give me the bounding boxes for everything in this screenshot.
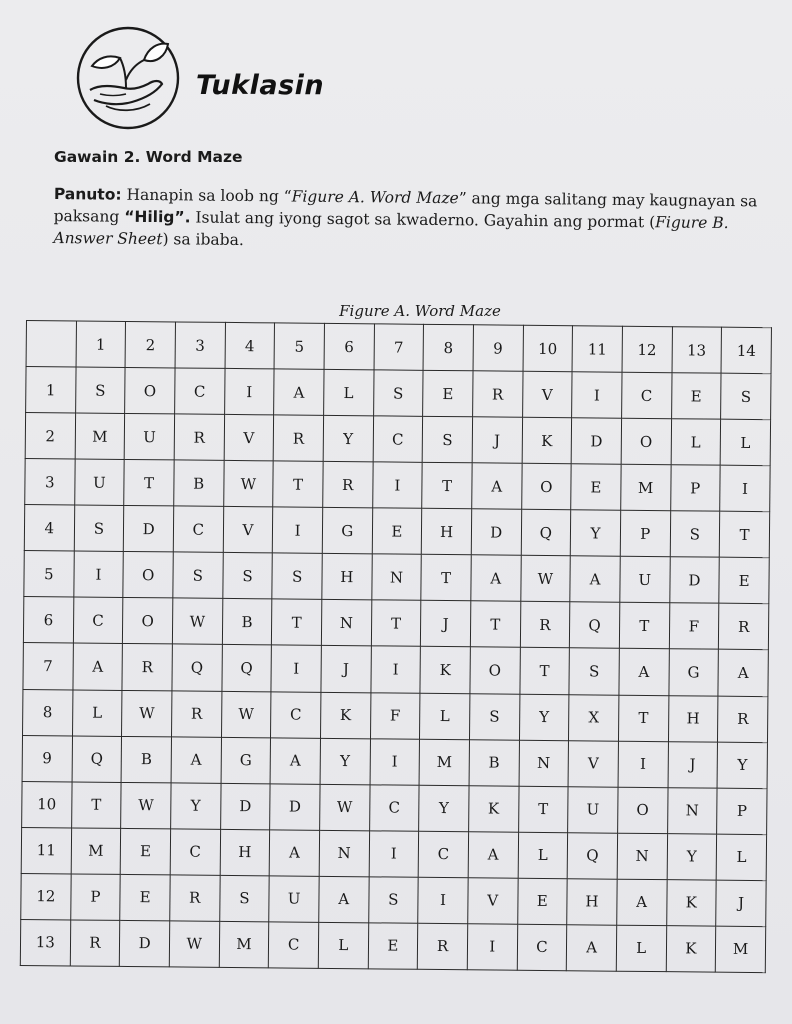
- maze-letter-cell: W: [223, 461, 273, 508]
- maze-letter-cell: I: [273, 507, 323, 554]
- maze-letter-cell: O: [125, 368, 175, 415]
- column-header: 7: [374, 324, 424, 371]
- maze-letter-cell: J: [472, 417, 522, 464]
- maze-letter-cell: U: [124, 414, 174, 461]
- row-number: 1: [26, 367, 76, 414]
- maze-letter-cell: T: [519, 648, 569, 695]
- maze-letter-cell: Y: [717, 742, 767, 789]
- maze-letter-cell: B: [222, 599, 272, 646]
- maze-letter-cell: E: [368, 923, 418, 970]
- table-row: [23, 689, 768, 742]
- maze-letter-cell: C: [269, 922, 319, 969]
- maze-letter-cell: M: [75, 413, 125, 460]
- maze-letter-cell: U: [568, 786, 618, 833]
- maze-letter-cell: L: [318, 922, 368, 969]
- maze-letter-cell: V: [224, 415, 274, 462]
- maze-letter-cell: T: [421, 555, 471, 602]
- maze-letter-cell: Y: [320, 738, 370, 785]
- maze-letter-cell: I: [224, 368, 274, 415]
- instruction-figure-a: Figure A. Word Maze: [291, 187, 459, 208]
- maze-letter-cell: P: [70, 874, 120, 921]
- maze-letter-cell: B: [469, 739, 519, 786]
- maze-letter-cell: W: [172, 598, 222, 645]
- table-row: [23, 597, 768, 650]
- maze-letter-cell: C: [173, 506, 223, 553]
- maze-letter-cell: G: [668, 649, 718, 696]
- maze-letter-cell: A: [468, 831, 518, 878]
- maze-letter-cell: Q: [567, 832, 617, 879]
- maze-letter-cell: A: [718, 650, 768, 697]
- maze-letter-cell: W: [121, 782, 171, 829]
- maze-letter-cell: S: [74, 505, 124, 552]
- maze-letter-cell: U: [620, 557, 670, 604]
- maze-letter-cell: J: [321, 646, 371, 693]
- maze-letter-cell: E: [423, 370, 473, 417]
- maze-letter-cell: I: [418, 877, 468, 924]
- maze-letter-cell: B: [174, 460, 224, 507]
- maze-letter-cell: A: [171, 736, 221, 783]
- maze-letter-cell: L: [616, 925, 666, 972]
- maze-letter-cell: Q: [172, 644, 222, 691]
- hand-with-sprout-icon: [74, 24, 182, 132]
- table-row: [21, 827, 766, 880]
- table-row: [23, 643, 768, 696]
- maze-letter-cell: G: [322, 508, 372, 555]
- maze-letter-cell: S: [373, 370, 423, 417]
- maze-letter-cell: Q: [570, 602, 620, 649]
- row-number: 13: [20, 919, 70, 966]
- table-row: [22, 781, 767, 834]
- maze-letter-cell: O: [470, 647, 520, 694]
- table-row: [22, 735, 767, 788]
- maze-letter-cell: C: [175, 368, 225, 415]
- maze-letter-cell: S: [219, 875, 269, 922]
- maze-letter-cell: A: [319, 876, 369, 923]
- table-row: [21, 873, 766, 926]
- instruction-text-2: ” ang mga salitang may kaugnayan sa paksang: [53, 189, 758, 226]
- maze-letter-cell: F: [370, 692, 420, 739]
- maze-letter-cell: S: [469, 693, 519, 740]
- maze-letter-cell: K: [469, 785, 519, 832]
- maze-letter-cell: R: [520, 602, 570, 649]
- maze-letter-cell: T: [124, 460, 174, 507]
- maze-letter-cell: O: [123, 552, 173, 599]
- maze-letter-cell: L: [720, 419, 770, 466]
- instruction-figure-b: Figure B. Answer Sheet: [53, 213, 729, 249]
- instruction-topic: “Hilig”.: [124, 207, 191, 227]
- maze-letter-cell: I: [371, 646, 421, 693]
- table-row: [25, 413, 770, 466]
- maze-letter-cell: V: [522, 371, 572, 418]
- maze-letter-cell: A: [472, 463, 522, 510]
- maze-letter-cell: S: [721, 373, 771, 420]
- maze-letter-cell: D: [471, 509, 521, 556]
- maze-letter-cell: R: [323, 462, 373, 509]
- maze-letter-cell: Y: [667, 833, 717, 880]
- maze-letter-cell: R: [174, 414, 224, 461]
- instruction-text-1: Hanapin sa loob ng “: [121, 185, 292, 206]
- maze-letter-cell: V: [468, 878, 518, 925]
- maze-letter-cell: D: [220, 783, 270, 830]
- maze-letter-cell: D: [669, 557, 719, 604]
- maze-letter-cell: T: [273, 461, 323, 508]
- word-maze-grid: [20, 320, 772, 973]
- maze-letter-cell: Y: [570, 510, 620, 557]
- maze-letter-cell: Y: [171, 783, 221, 830]
- maze-letter-cell: E: [517, 878, 567, 925]
- maze-letter-cell: R: [70, 920, 120, 967]
- maze-letter-cell: I: [73, 551, 123, 598]
- maze-letter-cell: A: [471, 555, 521, 602]
- maze-letter-cell: A: [617, 879, 667, 926]
- column-header: 1: [76, 321, 126, 368]
- maze-letter-cell: T: [618, 695, 668, 742]
- maze-letter-cell: K: [420, 647, 470, 694]
- maze-letter-cell: P: [670, 465, 720, 512]
- row-number: 11: [21, 827, 71, 874]
- maze-letter-cell: O: [621, 418, 671, 465]
- row-number: 10: [22, 781, 72, 828]
- column-header: 13: [672, 327, 722, 374]
- maze-letter-cell: R: [472, 371, 522, 418]
- maze-letter-cell: C: [418, 831, 468, 878]
- maze-letter-cell: R: [418, 923, 468, 970]
- maze-letter-cell: Q: [222, 645, 272, 692]
- row-number: 6: [23, 597, 73, 644]
- maze-letter-cell: T: [422, 462, 472, 509]
- table-row: [24, 505, 769, 558]
- maze-letter-cell: H: [220, 829, 270, 876]
- maze-letter-cell: M: [419, 739, 469, 786]
- maze-letter-cell: A: [270, 737, 320, 784]
- maze-letter-cell: K: [522, 417, 572, 464]
- maze-letter-cell: T: [719, 511, 769, 558]
- instruction-text-4: ) sa ibaba.: [162, 230, 244, 249]
- row-number: 3: [25, 459, 75, 506]
- maze-letter-cell: T: [518, 786, 568, 833]
- maze-letter-cell: Y: [419, 785, 469, 832]
- maze-letter-cell: L: [324, 369, 374, 416]
- column-header: 11: [572, 326, 622, 373]
- column-header: 3: [175, 322, 225, 369]
- maze-letter-cell: J: [421, 601, 471, 648]
- maze-letter-cell: C: [373, 416, 423, 463]
- maze-letter-cell: K: [666, 879, 716, 926]
- instruction-label: Panuto:: [53, 184, 122, 204]
- row-number: 8: [23, 689, 73, 736]
- maze-letter-cell: R: [171, 690, 221, 737]
- maze-letter-cell: P: [620, 510, 670, 557]
- column-header: 6: [324, 323, 374, 370]
- maze-letter-cell: I: [370, 738, 420, 785]
- maze-letter-cell: H: [567, 878, 617, 925]
- maze-letter-cell: A: [619, 649, 669, 696]
- maze-letter-cell: E: [120, 874, 170, 921]
- column-header: 8: [423, 324, 473, 371]
- maze-letter-cell: R: [718, 696, 768, 743]
- maze-letter-cell: L: [420, 693, 470, 740]
- maze-letter-cell: D: [124, 506, 174, 553]
- table-row: [20, 919, 765, 972]
- maze-letter-cell: D: [571, 418, 621, 465]
- maze-letter-cell: I: [369, 831, 419, 878]
- maze-letter-cell: N: [319, 830, 369, 877]
- maze-letter-cell: K: [666, 925, 716, 972]
- maze-letter-cell: R: [122, 644, 172, 691]
- maze-letter-cell: E: [120, 828, 170, 875]
- row-number: 4: [24, 505, 74, 552]
- figure-caption: Figure A. Word Maze: [339, 302, 501, 320]
- word-maze-table: [20, 320, 772, 973]
- activity-title: Gawain 2. Word Maze: [54, 148, 243, 166]
- table-row: [26, 367, 771, 420]
- column-header: 4: [225, 322, 275, 369]
- maze-letter-cell: V: [568, 740, 618, 787]
- maze-letter-cell: A: [269, 830, 319, 877]
- maze-letter-cell: S: [569, 648, 619, 695]
- column-header: 10: [523, 325, 573, 372]
- maze-letter-cell: M: [71, 828, 121, 875]
- maze-letter-cell: B: [121, 736, 171, 783]
- maze-letter-cell: C: [369, 784, 419, 831]
- maze-letter-cell: A: [73, 643, 123, 690]
- maze-letter-cell: L: [671, 419, 721, 466]
- maze-letter-cell: N: [321, 600, 371, 647]
- maze-letter-cell: C: [517, 924, 567, 971]
- maze-letter-cell: S: [173, 552, 223, 599]
- maze-letter-cell: L: [716, 834, 766, 881]
- maze-letter-cell: A: [274, 369, 324, 416]
- maze-letter-cell: S: [222, 553, 272, 600]
- maze-letter-cell: W: [122, 690, 172, 737]
- maze-letter-cell: A: [570, 556, 620, 603]
- maze-letter-cell: S: [670, 511, 720, 558]
- maze-letter-cell: J: [668, 741, 718, 788]
- maze-letter-cell: P: [717, 788, 767, 835]
- maze-letter-cell: I: [618, 741, 668, 788]
- maze-letter-cell: W: [221, 691, 271, 738]
- maze-letter-cell: I: [720, 465, 770, 512]
- maze-letter-cell: L: [518, 832, 568, 879]
- maze-letter-cell: E: [719, 557, 769, 604]
- maze-letter-cell: O: [123, 598, 173, 645]
- maze-letter-cell: G: [221, 737, 271, 784]
- maze-letter-cell: E: [372, 508, 422, 555]
- maze-letter-cell: S: [368, 877, 418, 924]
- maze-letter-cell: N: [667, 787, 717, 834]
- column-header: 12: [622, 326, 672, 373]
- row-number: 2: [25, 413, 75, 460]
- maze-letter-cell: C: [621, 372, 671, 419]
- maze-letter-cell: S: [272, 553, 322, 600]
- header-row: [26, 321, 771, 374]
- maze-letter-cell: T: [371, 600, 421, 647]
- maze-letter-cell: N: [519, 740, 569, 787]
- maze-letter-cell: I: [467, 924, 517, 971]
- maze-letter-cell: O: [617, 787, 667, 834]
- maze-letter-cell: I: [372, 462, 422, 509]
- maze-letter-cell: W: [520, 556, 570, 603]
- instruction-text-3: Isulat ang iyong sagot sa kwaderno. Gayahin ang pormat (: [190, 208, 656, 232]
- maze-letter-cell: T: [619, 603, 669, 650]
- maze-letter-cell: E: [671, 373, 721, 420]
- row-number: 5: [24, 551, 74, 598]
- maze-letter-cell: T: [470, 601, 520, 648]
- maze-letter-cell: M: [621, 464, 671, 511]
- column-header: 9: [473, 325, 523, 372]
- maze-letter-cell: D: [120, 920, 170, 967]
- maze-letter-cell: R: [719, 604, 769, 651]
- maze-letter-cell: L: [72, 689, 122, 736]
- maze-letter-cell: O: [521, 463, 571, 510]
- maze-letter-cell: H: [668, 695, 718, 742]
- maze-letter-cell: J: [716, 880, 766, 927]
- maze-letter-cell: Y: [519, 694, 569, 741]
- instructions-paragraph: [53, 183, 784, 257]
- maze-letter-cell: V: [223, 507, 273, 554]
- table-row: [25, 459, 770, 512]
- maze-letter-cell: Q: [72, 736, 122, 783]
- maze-letter-cell: H: [322, 554, 372, 601]
- column-header: 14: [721, 327, 771, 374]
- maze-letter-cell: C: [170, 829, 220, 876]
- maze-letter-cell: T: [272, 599, 322, 646]
- maze-letter-cell: W: [169, 921, 219, 968]
- maze-letter-cell: C: [73, 597, 123, 644]
- maze-letter-cell: T: [71, 782, 121, 829]
- maze-letter-cell: C: [271, 691, 321, 738]
- maze-letter-cell: M: [219, 921, 269, 968]
- corner-cell: [26, 321, 76, 368]
- maze-letter-cell: R: [273, 415, 323, 462]
- section-title: Tuklasin: [196, 70, 325, 101]
- maze-letter-cell: I: [271, 645, 321, 692]
- maze-letter-cell: S: [422, 416, 472, 463]
- maze-letter-cell: M: [715, 926, 765, 973]
- maze-letter-cell: X: [569, 694, 619, 741]
- maze-letter-cell: U: [269, 876, 319, 923]
- maze-letter-cell: I: [572, 372, 622, 419]
- maze-letter-cell: H: [422, 509, 472, 556]
- maze-letter-cell: Q: [521, 510, 571, 557]
- maze-letter-cell: U: [74, 459, 124, 506]
- maze-letter-cell: K: [320, 692, 370, 739]
- maze-letter-cell: A: [566, 925, 616, 972]
- maze-letter-cell: N: [371, 554, 421, 601]
- maze-letter-cell: S: [75, 367, 125, 414]
- maze-letter-cell: R: [170, 875, 220, 922]
- column-header: 5: [274, 323, 324, 370]
- maze-letter-cell: E: [571, 464, 621, 511]
- maze-letter-cell: D: [270, 783, 320, 830]
- maze-letter-cell: N: [617, 833, 667, 880]
- column-header: 2: [125, 321, 175, 368]
- row-number: 12: [21, 873, 71, 920]
- row-number: 9: [22, 735, 72, 782]
- maze-letter-cell: Y: [323, 415, 373, 462]
- maze-letter-cell: F: [669, 603, 719, 650]
- row-number: 7: [23, 643, 73, 690]
- maze-letter-cell: W: [320, 784, 370, 831]
- table-row: [24, 551, 769, 604]
